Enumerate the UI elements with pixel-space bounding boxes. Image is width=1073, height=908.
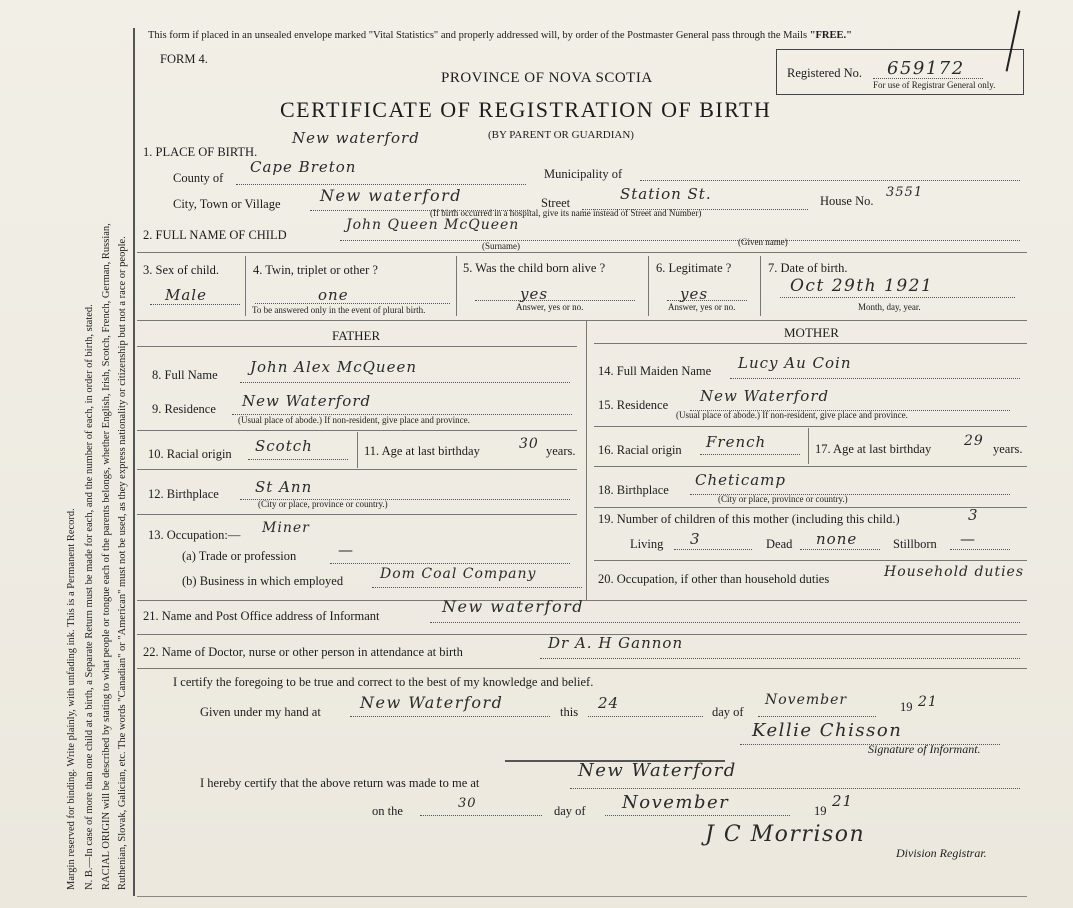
given-year-prefix: 19: [900, 700, 913, 714]
margin-note-racial-origin: RACIAL ORIGIN will be described by stating to what people or tongue each of the parents belongs, whether English, Irish, Scotch, French, German, Russian,: [101, 223, 112, 890]
father-birthplace-label: 12. Birthplace: [148, 487, 219, 501]
registered-number: 659172: [887, 58, 965, 79]
stillborn-label: Stillborn: [893, 537, 937, 551]
given-under-label: Given under my hand at: [200, 705, 321, 719]
born-alive-value: yes: [520, 285, 549, 303]
date-of-birth-value: Oct 29th 1921: [790, 276, 934, 296]
father-occupation-label: 13. Occupation:—: [148, 528, 241, 542]
house-value: 3551: [886, 185, 924, 200]
registrar-label: Division Registrar.: [896, 846, 987, 860]
father-birthplace-value: St Ann: [255, 478, 313, 496]
father-occupation-value: Miner: [262, 520, 310, 536]
legitimate-note: Answer, yes or no.: [668, 302, 736, 312]
margin-note-racial-origin-cont: Ruthenian, Slovak, Galician, etc. The words "Canadian" or "American" must not be used, as they express nationality or citizenship but not a race or people.: [117, 236, 128, 890]
father-residence-note: (Usual place of abode.) If non-resident, give place and province.: [238, 415, 470, 425]
father-racial-label: 10. Racial origin: [148, 447, 232, 461]
father-age-label: 11. Age at last birthday: [364, 444, 480, 458]
living-label: Living: [630, 537, 664, 551]
born-alive-label: 5. Was the child born alive ?: [463, 261, 606, 275]
father-racial-value: Scotch: [255, 437, 313, 455]
county-label: County of: [173, 171, 224, 185]
given-year-value: 21: [918, 694, 938, 710]
mother-racial-label: 16. Racial origin: [598, 443, 682, 457]
city-value: New waterford: [320, 186, 462, 205]
this-day-value: 24: [598, 694, 620, 712]
registrar-day-of: day of: [554, 804, 586, 818]
dead-label: Dead: [766, 537, 793, 551]
informant-certify: I certify the foregoing to be true and correct to the best of my knowledge and belief.: [173, 675, 594, 689]
mother-age-value: 29: [964, 433, 984, 449]
surname-note: (Surname): [482, 241, 520, 251]
father-name-value: John Alex McQueen: [250, 358, 417, 376]
mother-birthplace-note: (City or place, province or country.): [718, 494, 848, 504]
given-month-value: November: [765, 692, 848, 708]
sex-value: Male: [165, 286, 207, 304]
day-of-label: day of: [712, 705, 744, 719]
mother-occupation-label: 20. Occupation, if other than household duties: [598, 572, 830, 586]
mother-racial-value: French: [706, 433, 767, 451]
city-label: City, Town or Village: [173, 197, 281, 211]
mother-residence-label: 15. Residence: [598, 398, 669, 412]
page-title: CERTIFICATE OF REGISTRATION OF BIRTH: [280, 97, 772, 122]
mother-occupation-value: Household duties: [884, 564, 1025, 580]
date-of-birth-note: Month, day, year.: [858, 302, 921, 312]
margin-note-multiple-births: N. B.—In case of more than one child at a birth, a Separate Return must be made for each, and the number of each, in order of birth, stated.: [84, 304, 95, 890]
informant-signature: Kellie Chisson: [752, 720, 903, 741]
registrar-certify: I hereby certify that the above return was made to me at: [200, 776, 480, 790]
street-label: Street: [541, 196, 571, 210]
father-age-value: 30: [519, 436, 539, 452]
twin-label: 4. Twin, triplet or other ?: [253, 263, 378, 277]
hospital-note: (If birth occurred in a hospital, give its name instead of Street and Number): [430, 208, 702, 218]
father-age-unit: years.: [546, 444, 576, 458]
registrar-year-prefix: 19: [814, 804, 827, 818]
this-label: this: [560, 705, 579, 719]
father-heading: FATHER: [332, 328, 381, 343]
date-of-birth-label: 7. Date of birth.: [768, 261, 848, 275]
father-business-value: Dom Coal Company: [380, 566, 537, 582]
place-of-birth-label: 1. PLACE OF BIRTH.: [143, 145, 258, 159]
county-value: Cape Breton: [250, 158, 357, 176]
mother-residence-note: (Usual place of abode.) If non-resident, give place and province.: [676, 410, 908, 420]
informant-label: 21. Name and Post Office address of Informant: [143, 609, 380, 623]
province: PROVINCE OF NOVA SCOTIA: [441, 70, 653, 86]
dead-value: none: [816, 530, 858, 548]
margin-rule: [133, 28, 135, 896]
mother-age-unit: years.: [993, 442, 1023, 456]
father-trade-value: —: [338, 541, 354, 559]
registrar-place-value: New Waterford: [578, 760, 737, 781]
doctor-value: Dr A. H Gannon: [548, 634, 684, 652]
mother-children-label: 19. Number of children of this mother (including this child.): [598, 512, 900, 526]
father-name-label: 8. Full Name: [152, 368, 218, 382]
twin-note: To be answered only in the event of plural birth.: [252, 305, 426, 315]
place-of-birth-suffix: (BY PARENT OR GUARDIAN): [488, 129, 634, 141]
given-name-note: (Given name): [738, 237, 788, 247]
twin-value: one: [318, 286, 349, 304]
registered-note: For use of Registrar General only.: [873, 80, 996, 90]
doctor-label: 22. Name of Doctor, nurse or other person in attendance at birth: [143, 645, 463, 659]
sex-label: 3. Sex of child.: [143, 263, 220, 277]
mail-notice: This form if placed in an unsealed envelope marked "Vital Statistics" and properly addressed will, by order of the Postmaster General pass through the Mails "FREE.": [148, 30, 852, 41]
given-place-value: New Waterford: [360, 693, 504, 712]
informant-signature-label: Signature of Informant.: [868, 742, 981, 756]
father-residence-label: 9. Residence: [152, 402, 216, 416]
mother-name-value: Lucy Au Coin: [738, 354, 852, 372]
registrar-month-value: November: [622, 792, 730, 813]
mother-children-value: 3: [968, 506, 979, 524]
registrar-year-value: 21: [832, 792, 854, 810]
form-number: FORM 4.: [160, 52, 208, 66]
mother-birthplace-value: Cheticamp: [695, 471, 787, 489]
legitimate-value: yes: [680, 285, 709, 303]
registered-box: [776, 49, 1024, 95]
father-trade-label: (a) Trade or profession: [182, 549, 297, 563]
place-of-birth-value: New waterford: [292, 129, 420, 147]
mother-birthplace-label: 18. Birthplace: [598, 483, 669, 497]
father-business-label: (b) Business in which employed: [182, 574, 344, 588]
municipality-label: Municipality of: [544, 167, 623, 181]
registrar-signature: J C Morrison: [705, 822, 866, 847]
child-name-label: 2. FULL NAME OF CHILD: [143, 228, 287, 242]
father-residence-value: New Waterford: [242, 392, 372, 410]
on-the-label: on the: [372, 804, 403, 818]
father-birthplace-note: (City or place, province or country.): [258, 499, 388, 509]
living-value: 3: [690, 530, 701, 548]
margin-note-binding: Margin reserved for binding. Write plainly, with unfading ink. This is a Permanent Record.: [66, 508, 77, 890]
stillborn-value: —: [960, 530, 976, 548]
registered-label: Registered No.: [787, 66, 862, 80]
mother-name-label: 14. Full Maiden Name: [598, 364, 712, 378]
born-alive-note: Answer, yes or no.: [516, 302, 584, 312]
mother-heading: MOTHER: [784, 325, 839, 340]
informant-value: New waterford: [442, 597, 584, 616]
child-name-value: John Queen McQueen: [346, 217, 520, 233]
street-value: Station St.: [620, 185, 712, 203]
mother-residence-value: New Waterford: [700, 387, 830, 405]
mother-age-label: 17. Age at last birthday: [815, 442, 932, 456]
house-label: House No.: [820, 194, 874, 208]
registrar-day-value: 30: [458, 796, 477, 811]
legitimate-label: 6. Legitimate ?: [656, 261, 732, 275]
